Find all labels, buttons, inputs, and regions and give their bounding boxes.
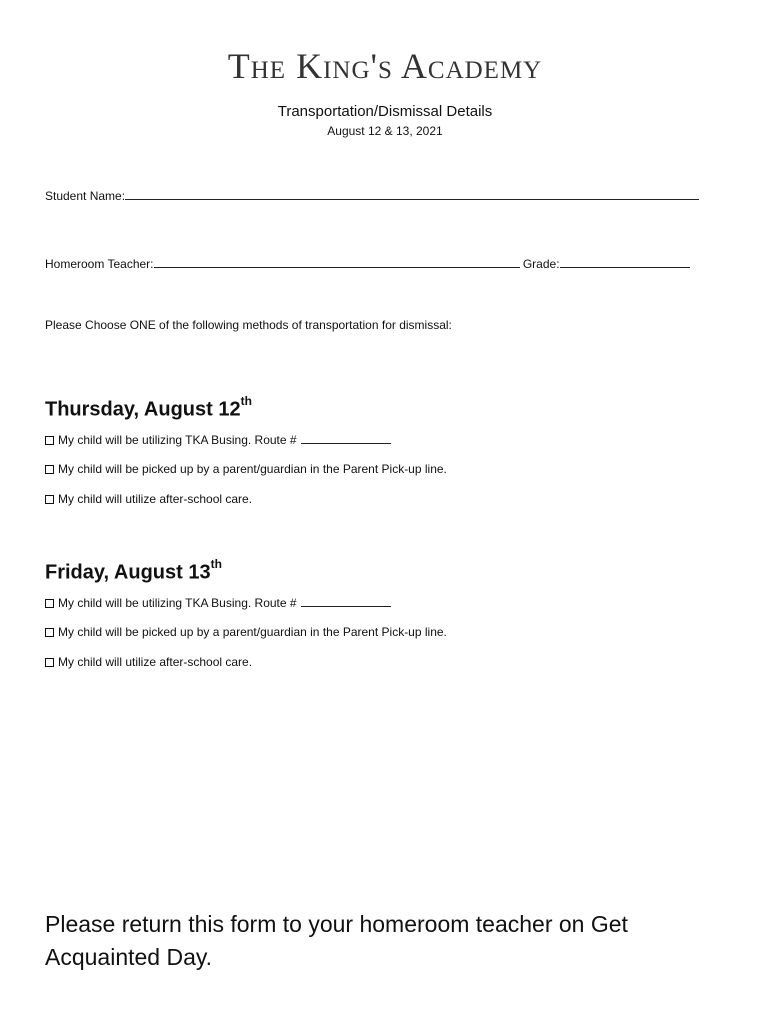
homeroom-row (45, 256, 690, 272)
option-label: My child will be utilizing TKA Busing. Route # (58, 596, 297, 610)
checkbox-icon[interactable] (45, 436, 54, 445)
student-name-row (45, 188, 699, 204)
homeroom-teacher-label: Homeroom Teacher: (45, 257, 154, 271)
student-name-field[interactable] (125, 188, 699, 200)
friday-option-after-school-care (45, 655, 252, 670)
thursday-option-parent-pickup (45, 462, 447, 477)
option-label: My child will utilize after-school care. (58, 492, 253, 506)
thursday-option-busing (45, 432, 391, 448)
friday-heading-text: Friday, August 13 (45, 561, 211, 584)
footer-note: Please return this form to your homeroom teacher on Get Acquainted Day. (45, 911, 628, 970)
thursday-heading-suffix: th (240, 394, 252, 408)
grade-label: Grade: (522, 257, 560, 271)
route-number-field[interactable] (301, 432, 391, 444)
checkbox-icon[interactable] (45, 465, 54, 474)
option-label: My child will utilize after-school care. (58, 655, 253, 669)
friday-heading-suffix: th (210, 557, 222, 571)
option-label: My child will be picked up by a parent/guardian in the Parent Pick-up line. (58, 462, 447, 476)
homeroom-teacher-field[interactable] (154, 256, 520, 268)
student-name-label: Student Name: (45, 189, 126, 203)
document-date: August 12 & 13, 2021 (327, 124, 443, 138)
friday-option-parent-pickup (45, 625, 447, 640)
option-label: My child will be utilizing TKA Busing. Route # (58, 433, 297, 447)
checkbox-icon[interactable] (45, 628, 54, 637)
checkbox-icon[interactable] (45, 658, 54, 667)
instruction-text: Please Choose ONE of the following methods of transportation for dismissal: (45, 318, 452, 332)
route-number-field[interactable] (301, 595, 391, 607)
option-label: My child will be picked up by a parent/guardian in the Parent Pick-up line. (58, 625, 447, 639)
school-name: The King's Academy (227, 46, 543, 86)
document-title: Transportation/Dismissal Details (277, 103, 493, 120)
friday-heading (45, 555, 222, 585)
grade-field[interactable] (560, 256, 690, 268)
checkbox-icon[interactable] (45, 495, 54, 504)
friday-option-busing (45, 595, 391, 611)
thursday-heading-text: Thursday, August 12 (45, 398, 241, 421)
thursday-option-after-school-care (45, 492, 252, 507)
checkbox-icon[interactable] (45, 599, 54, 608)
thursday-heading (45, 392, 252, 422)
